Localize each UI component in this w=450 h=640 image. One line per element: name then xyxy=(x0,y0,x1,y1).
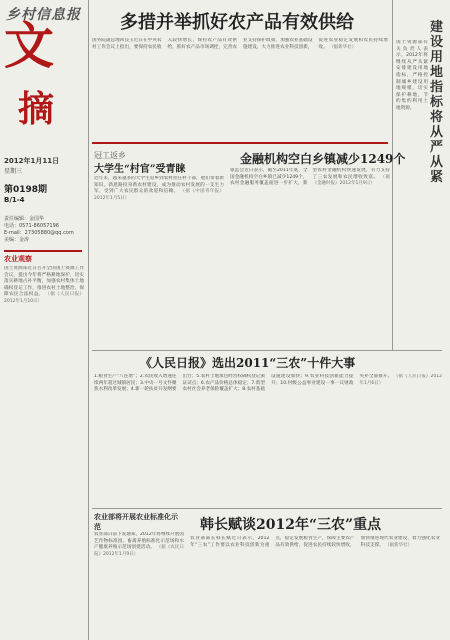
ten-events-body: 1.粮食生产“八连增”；2.农民收入增速连续两年超过城镇居民；3.中央一号文件聚焦水利改革发展；4.新一轮扶贫开发纲要出台；5.农村土地承包经营权确权登记颁证试点；6.农产品价格总体稳定；7.新型农村社会养老保险覆盖扩大；8.农村基础设施建设加快；9.农业科技创新能力提升；10.村级公益事业建设一事一议财政奖补全面推开。 （据《人民日报》2012年1月6日） xyxy=(94,374,442,393)
column-divider-left xyxy=(88,0,89,640)
bottom-left-body: 农业部日前下发通知，2012年将继续开展园艺作物标准园、畜禽养殖标准化示范场和水产健康养殖示范场创建活动。 （据《农民日报》2012年1月9日） xyxy=(94,532,184,557)
ten-events-title: 《人民日报》选出2011“三农”十件大事 xyxy=(140,356,356,370)
divider-mid xyxy=(92,350,442,351)
masthead: 乡村信息报 xyxy=(6,7,81,23)
page-range: B/1-4 xyxy=(4,196,25,204)
cadre-title: 大学生“村官”受青睐 xyxy=(94,164,186,175)
section-char-zhai: 摘 xyxy=(18,88,55,130)
lead-body: 国务院副总理回良玉近日在中央农村工作会议上指出，要保持农民收入较快增长，保持农产品有效供给，抓好农产品市场调控，完善农业支持保护政策，加强农业基础设施建设，大力推进农业科技创新，促进农业稳定发展和农民持续增收。 （据新华社） xyxy=(92,38,388,50)
finance-title: 金融机构空白乡镇减少1249个 xyxy=(240,152,406,166)
divider-bottom xyxy=(92,508,442,509)
left-column-text: 国土资源部近日召开全国国土资源工作会议，提出今年将严格耕地保护，切实落实耕地占补平衡，加强农村集体土地确权登记工作，推进农村土地整治，保障农民合法权益。 （据《人民日报》2012年1月10日） xyxy=(4,266,84,304)
issue-date: 2012年1月11日 xyxy=(4,157,60,165)
right-top-body: 国土资源部有关负责人表示，2012年将继续从严从紧安排建设用地指标，严格控制城乡建设用地规模，切实保护耕地，节约集约利用土地资源。 xyxy=(396,40,428,111)
section-char-wen: 文 xyxy=(4,16,54,75)
column-divider-right xyxy=(392,0,393,350)
bottom-left-title: 农业部将开展农业标准化示范 xyxy=(94,512,178,531)
bottom-body: 农业部部长韩长赋近日表示，2012年“三农”工作要以农业科技创新为重点，稳定发展粮食生产，保障主要农产品有效供给，促进农民持续较快增收，加快推进现代农业建设，着力强化农业科技支撑。 （据新华社） xyxy=(190,536,440,548)
issue-number: 第0198期 xyxy=(4,185,48,195)
bottom-title: 韩长赋谈2012年“三农”重点 xyxy=(200,517,382,533)
finance-body: 银监会近日表示，截至2011年底，全国金融机构空白乡镇已减少1249个，农村金融服务覆盖面进一步扩大，新型农村金融机构快速发展，有力支持了三农发展和农民增收致富。 （据《金融时报》2012年1月9日） xyxy=(230,168,390,187)
cadre-kicker: 冠工返乡 xyxy=(94,151,126,160)
lead-title: 多措并举抓好农产品有效供给 xyxy=(120,12,354,33)
right-vertical-title: 建设用地指标将从严从紧 xyxy=(430,20,444,185)
side-section-head: 农业观察 xyxy=(4,250,82,264)
divider-bar xyxy=(92,142,388,144)
cadre-body: 近年来，越来越多的大学生返乡到农村担任村干部，他们带着新知识、新思路投身新农村建设，成为推动农村发展的一支生力军，受到广大农民群众的欢迎和信赖。 （据《中国青年报》2012年1月5日） xyxy=(94,176,224,201)
issue-weekday: 星期三 xyxy=(4,168,23,175)
editor-info: 责任编辑：金国华 电话：0571-86057196 E-mail：27305880@qq.com 美编：金涛 xyxy=(4,216,74,243)
